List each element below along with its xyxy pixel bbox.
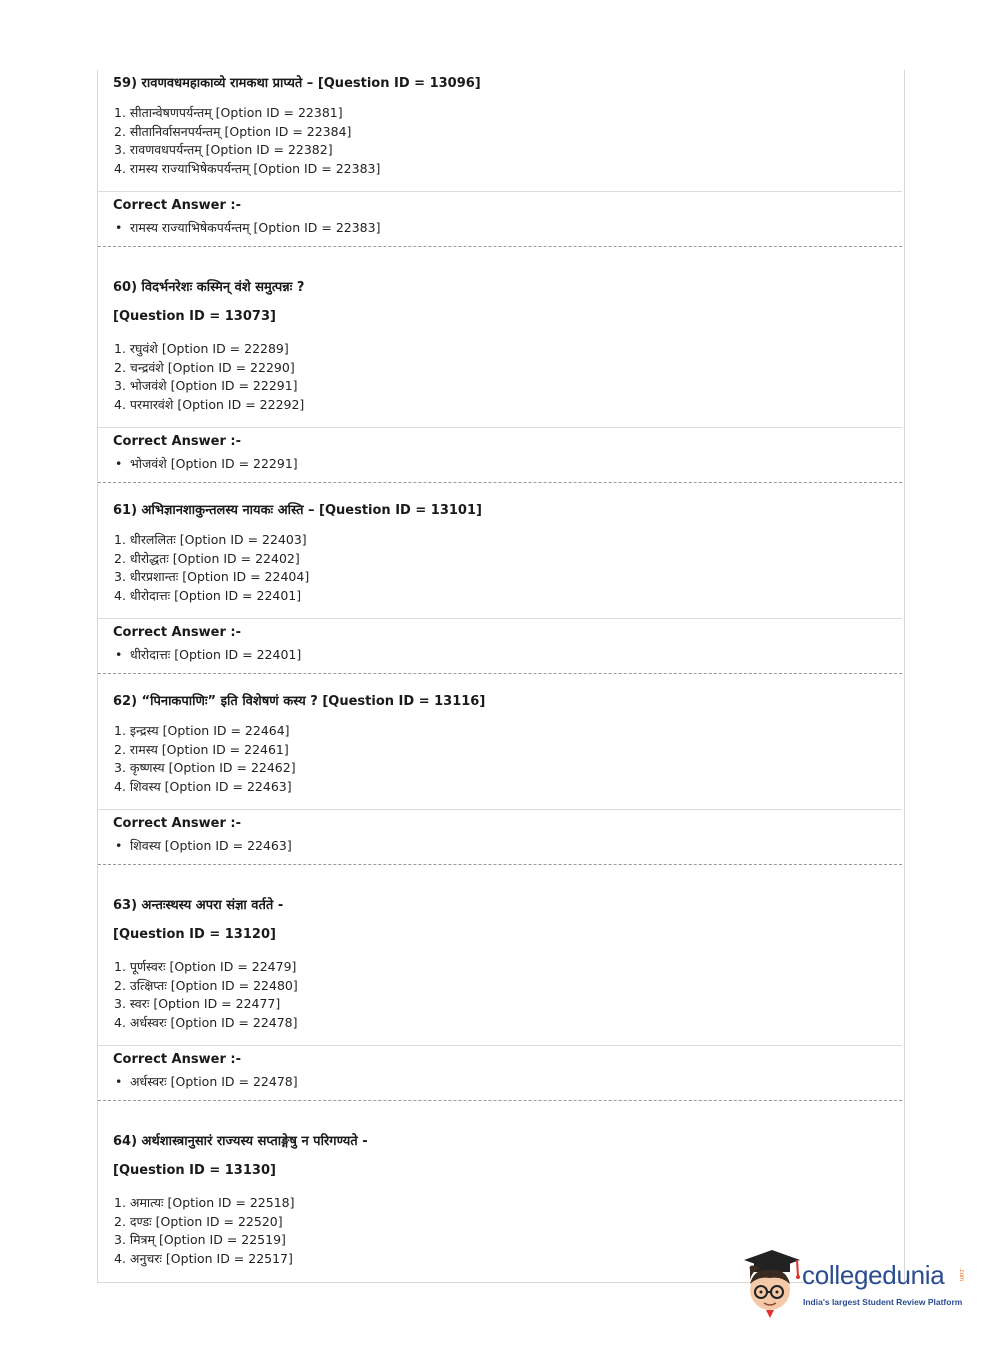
page-frame: [97, 70, 905, 1283]
option-item: 4. अनुचरः [Option ID = 22517]: [114, 1250, 293, 1266]
option-item: 3. कृष्णस्य [Option ID = 22462]: [114, 760, 296, 775]
option-item: 4. शिवस्य [Option ID = 22463]: [114, 778, 292, 794]
option-item: 4. धीरोदात्तः [Option ID = 22401]: [114, 587, 302, 603]
logo-tagline: India's largest Student Review Platform: [803, 1297, 963, 1307]
correct-answer-text: अर्धस्वरः [Option ID = 22478]: [130, 1074, 298, 1089]
options-list: [114, 958, 298, 1032]
option-item: 4. परमारवंशे [Option ID = 22292]: [114, 396, 305, 412]
graduate-mascot-icon: [740, 1246, 802, 1318]
question-title: 62) “पिनाकपाणिः” इति विशेषणं कस्य ? [Question ID = 13116]: [113, 694, 486, 709]
option-item: 3. धीरप्रशान्तः [Option ID = 22404]: [114, 569, 310, 584]
option-item: 1. सीतान्वेषणपर्यन्तम् [Option ID = 22381]: [114, 105, 343, 120]
options-list: [114, 722, 296, 796]
option-item: 4. अर्धस्वरः [Option ID = 22478]: [114, 1014, 298, 1030]
correct-answer-label: Correct Answer :-: [113, 198, 241, 213]
option-item: 2. चन्द्रवंशे [Option ID = 22290]: [114, 359, 295, 375]
option-item: 3. भोजवंशे [Option ID = 22291]: [114, 378, 298, 393]
options-list: [114, 1194, 294, 1268]
correct-answer-text: भोजवंशे [Option ID = 22291]: [130, 456, 298, 471]
correct-answer: [115, 219, 380, 236]
question-title: 63) अन्तःस्थस्य अपरा संज्ञा वर्तते -: [113, 898, 284, 913]
bullet-icon: •: [115, 220, 123, 235]
correct-answer-label: Correct Answer :-: [113, 1052, 241, 1067]
correct-answer-label: Correct Answer :-: [113, 434, 241, 449]
section-divider: [98, 809, 902, 810]
option-item: 4. रामस्य राज्याभिषेकपर्यन्तम् [Option ID = 22383]: [114, 160, 381, 176]
collegedunia-logo: [740, 1246, 972, 1318]
option-item: 2. उत्क्षिप्तः [Option ID = 22480]: [114, 977, 298, 993]
option-item: 1. रघुवंशे [Option ID = 22289]: [114, 341, 289, 356]
correct-answer: [115, 1073, 298, 1090]
correct-answer-label: Correct Answer :-: [113, 625, 241, 640]
question-id: [Question ID = 13073]: [113, 309, 276, 324]
question-separator: [98, 673, 902, 674]
question-separator: [98, 1100, 902, 1101]
correct-answer: [115, 646, 301, 663]
option-item: 3. स्वरः [Option ID = 22477]: [114, 996, 281, 1011]
question-title: 61) अभिज्ञानशाकुन्तलस्य नायकः अस्ति – [Question ID = 13101]: [113, 503, 482, 518]
question-title: 59) रावणवधमहाकाव्ये रामकथा प्राप्यते – [Question ID = 13096]: [113, 76, 481, 91]
option-item: 2. धीरोद्धतः [Option ID = 22402]: [114, 550, 300, 566]
logo-dotcom: .com: [958, 1268, 964, 1282]
section-divider: [98, 618, 902, 619]
option-item: 1. अमात्यः [Option ID = 22518]: [114, 1195, 295, 1210]
question-title: 60) विदर्भनरेशः कस्मिन् वंशे समुत्पन्नः ?: [113, 280, 305, 295]
question-title: 64) अर्थशास्त्रानुसारं राज्यस्य सप्ताङ्गेषु न परिगण्यते -: [113, 1134, 368, 1149]
section-divider: [98, 1045, 902, 1046]
question-id: [Question ID = 13130]: [113, 1163, 276, 1178]
question-separator: [98, 246, 902, 247]
section-divider: [98, 427, 902, 428]
question-id: [Question ID = 13120]: [113, 927, 276, 942]
option-item: 3. मित्रम् [Option ID = 22519]: [114, 1232, 286, 1247]
option-item: 2. रामस्य [Option ID = 22461]: [114, 741, 289, 757]
correct-answer-text: रामस्य राज्याभिषेकपर्यन्तम् [Option ID = 22383]: [130, 220, 381, 235]
correct-answer: [115, 837, 292, 854]
option-item: 1. पूर्णस्वरः [Option ID = 22479]: [114, 959, 297, 974]
correct-answer-text: धीरोदात्तः [Option ID = 22401]: [130, 647, 302, 662]
bullet-icon: •: [115, 456, 123, 471]
option-item: 3. रावणवधपर्यन्तम् [Option ID = 22382]: [114, 142, 333, 157]
bullet-icon: •: [115, 838, 123, 853]
option-item: 1. धीरललितः [Option ID = 22403]: [114, 532, 307, 547]
bullet-icon: •: [115, 1074, 123, 1089]
options-list: [114, 531, 309, 605]
option-item: 2. दण्डः [Option ID = 22520]: [114, 1213, 283, 1229]
bullet-icon: •: [115, 647, 123, 662]
logo-wordmark: collegedunia: [802, 1260, 945, 1290]
correct-answer-text: शिवस्य [Option ID = 22463]: [130, 838, 292, 853]
question-separator: [98, 482, 902, 483]
option-item: 1. इन्द्रस्य [Option ID = 22464]: [114, 723, 290, 738]
correct-answer: [115, 455, 298, 472]
option-item: 2. सीतानिर्वासनपर्यन्तम् [Option ID = 22384]: [114, 123, 352, 139]
options-list: [114, 104, 380, 178]
question-separator: [98, 864, 902, 865]
correct-answer-label: Correct Answer :-: [113, 816, 241, 831]
section-divider: [98, 191, 902, 192]
options-list: [114, 340, 304, 414]
